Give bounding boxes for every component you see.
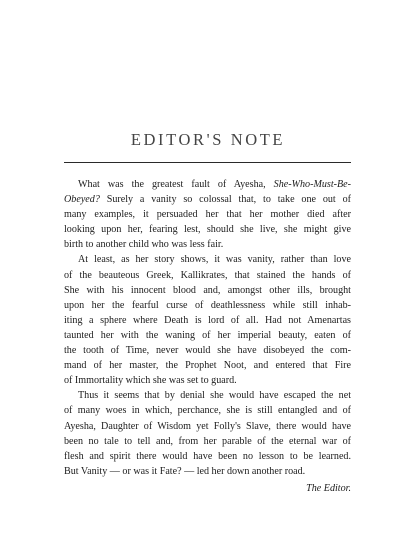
title-divider (64, 162, 351, 163)
text-line: of many woes in which, perchance, she is still entangled and of (64, 405, 351, 417)
italic-title: Obeyed? (64, 194, 100, 206)
text-line: the tooth of Time, never would she have disobeyed the com- (64, 345, 351, 357)
page-title: EDITOR'S NOTE (130, 130, 286, 149)
text-line: of the beauteous Greek, Kallikrates, that stained the hands of (64, 269, 351, 281)
text-line: But Vanity — or was it Fate? — led her down another road. (64, 465, 306, 477)
italic-title: She-Who-Must-Be- (273, 179, 351, 190)
text-line (64, 177, 351, 192)
paragraph-1 (64, 177, 351, 252)
text-line (64, 192, 351, 207)
text-line: Thus it seems that by denial she would have escaped the net (78, 390, 351, 402)
signature: The Editor. (306, 482, 351, 494)
text-line: She with his innocent blood and, amongst other ills, brought (64, 284, 351, 296)
text-line: many examples, it persuaded her that her mother died after (64, 209, 351, 221)
text-line: of Immortality which she was set to guard. (64, 375, 237, 387)
text-line: flesh and spirit there would have been no lesson to be learned. (64, 450, 351, 462)
note-body (64, 177, 351, 496)
text-line: taunted her with the waning of her imperial beauty, eaten of (64, 329, 351, 341)
line-text: Surely a vanity so colossal that, to take one out of (99, 194, 351, 206)
paragraph-2 (64, 252, 351, 388)
text-line: birth to another child who was less fair. (64, 239, 224, 251)
text-line: upon her the fearful curse of deathlessness while still inhab- (64, 299, 351, 311)
line-text: What was the greatest fault of Ayesha, (78, 179, 274, 190)
text-line: mand of her master, the Prophet Noot, and entered that Fire (64, 360, 351, 372)
text-line: At least, as her story shows, it was vanity, rather than love (78, 254, 351, 266)
text-line: looking upon her, fearing lest, should she live, she might give (64, 224, 351, 236)
text-line: iting a sphere where Death is lord of all. Had not Amenartas (64, 314, 351, 326)
text-line: Ayesha, Daughter of Wisdom yet Folly's Slave, there would have (64, 420, 351, 432)
text-line: been no tale to tell and, from her parable of the eternal war of (64, 435, 351, 447)
paragraph-3 (64, 388, 351, 479)
